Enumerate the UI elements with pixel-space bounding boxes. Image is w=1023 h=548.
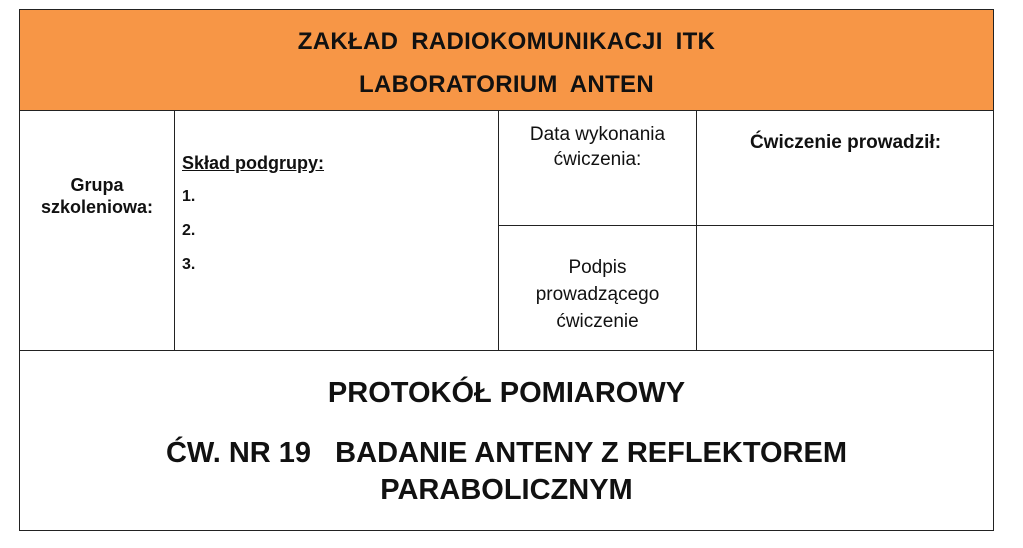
signature-label-line2: prowadzącego — [535, 284, 660, 305]
exercise-title-line1: ĆW. NR 19 BADANIE ANTENY Z REFLEKTOREM — [165, 437, 848, 469]
member-item-1: 1. — [182, 188, 196, 205]
group-label-line1: Grupa — [70, 175, 124, 195]
exercise-title-line2: PARABOLICZNYM — [380, 474, 633, 506]
signature-field — [697, 226, 994, 350]
signature-label-line1: Podpis — [568, 257, 627, 278]
group-label-line2: szkoleniowa: — [40, 197, 154, 217]
member-item-2: 2. — [182, 222, 196, 239]
info-table — [20, 111, 993, 351]
group-cell — [20, 111, 175, 350]
members-title: Skład podgrupy: — [182, 153, 325, 173]
conducted-by-cell — [697, 111, 994, 226]
date-label-line1: Data wykonania — [529, 124, 666, 145]
date-label — [499, 122, 696, 172]
group-label — [20, 174, 174, 218]
members-cell — [175, 111, 499, 350]
protocol-form — [19, 9, 994, 531]
conducted-by-label: Ćwiczenie prowadził: — [749, 132, 942, 153]
department-title: ZAKŁAD RADIOKOMUNIKACJI ITK — [297, 28, 716, 55]
signature-label-cell — [499, 226, 697, 350]
laboratory-title: LABORATORIUM ANTEN — [359, 71, 654, 98]
signature-label — [499, 254, 696, 335]
date-label-line2: ćwiczenia: — [553, 149, 642, 170]
header-banner — [20, 10, 993, 111]
protocol-heading — [20, 351, 993, 531]
date-cell — [499, 111, 697, 226]
member-item-3: 3. — [182, 256, 196, 273]
protocol-title: PROTOKÓŁ POMIAROWY — [327, 377, 686, 409]
signature-label-line3: ćwiczenie — [556, 311, 639, 332]
